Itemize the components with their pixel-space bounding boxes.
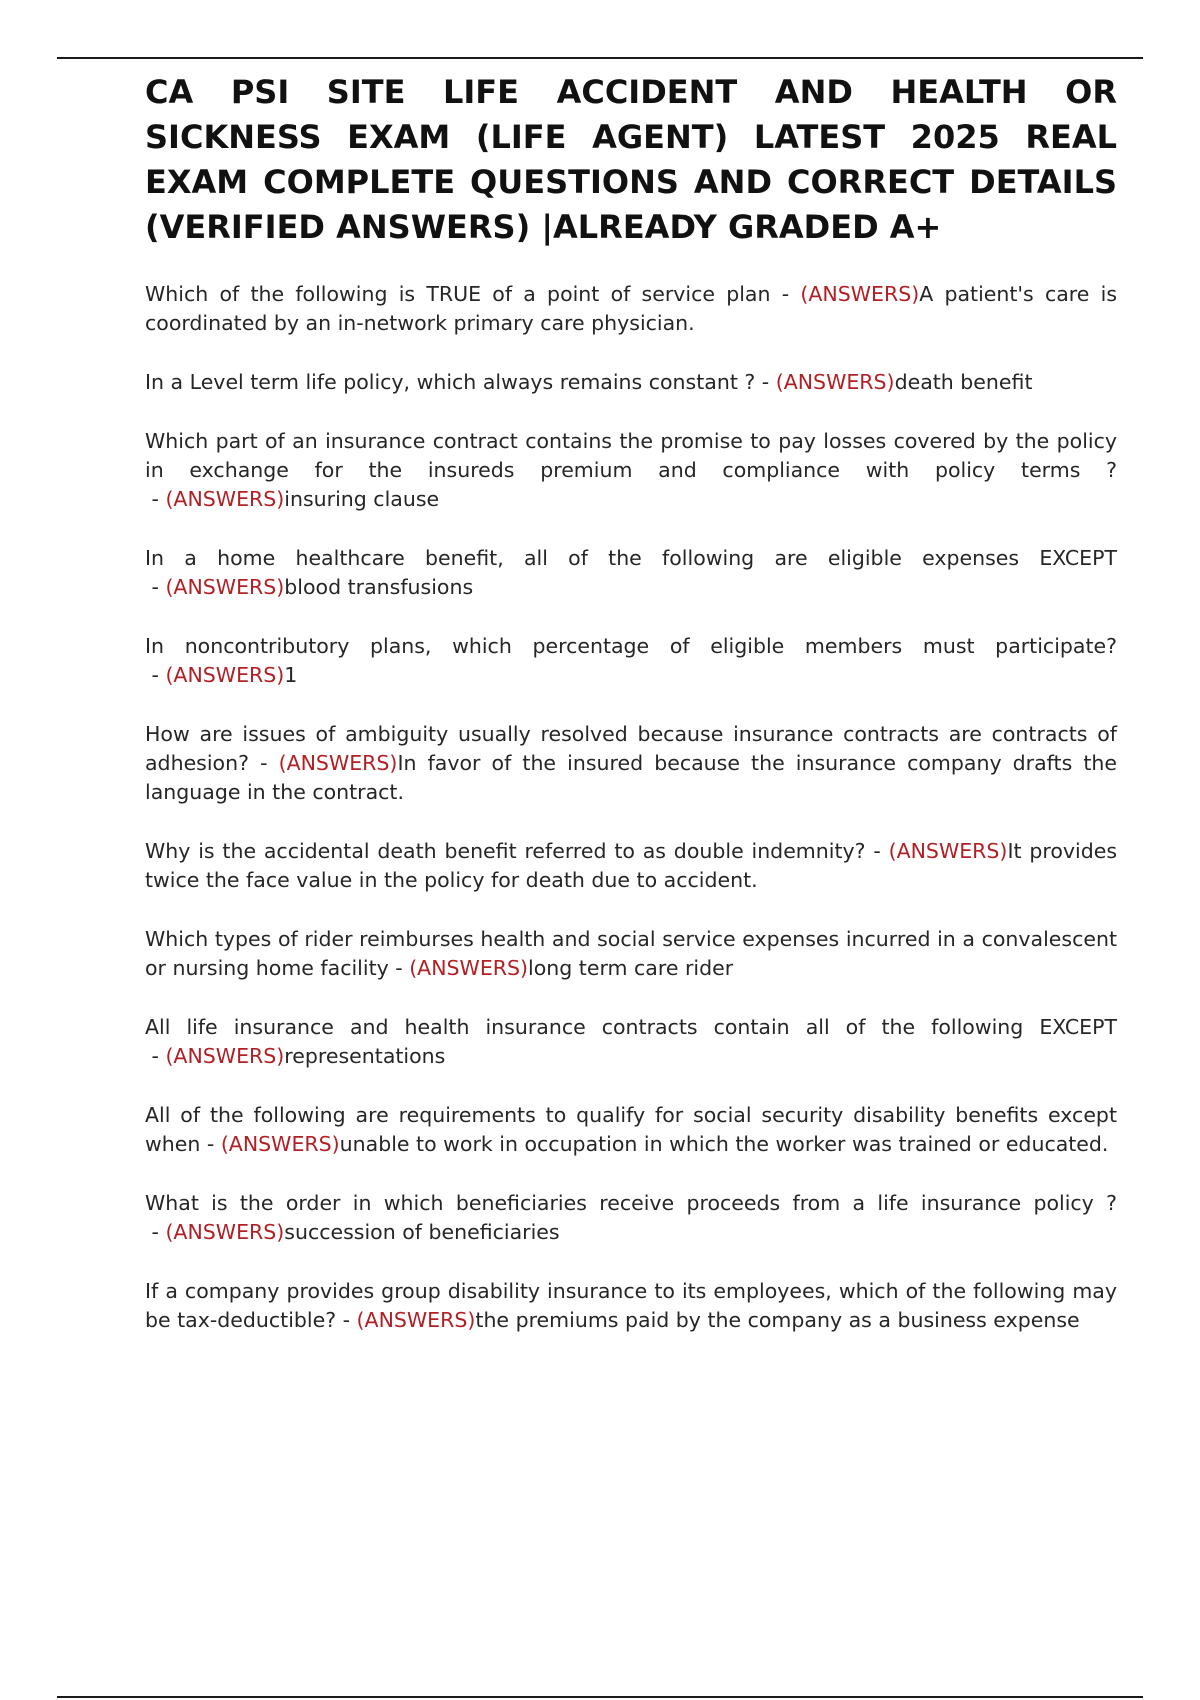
separator: - [388, 956, 410, 980]
qa-item [145, 544, 1117, 602]
qa-item [145, 368, 1117, 397]
separator: - [755, 370, 776, 394]
answer-label: (ANSWERS) [409, 956, 529, 980]
answer-label: (ANSWERS) [165, 1044, 285, 1068]
qa-item [145, 632, 1117, 690]
qa-item [145, 1277, 1117, 1335]
separator: - [865, 839, 889, 863]
question-text: In a Level term life policy, which always remains constant ? [145, 370, 756, 394]
question-text: What is the order in which beneficiaries receive proceeds from a life insurance policy ? [145, 1191, 1117, 1215]
answer-text: blood transfusions [284, 575, 474, 599]
answer-text: the premiums paid by the company as a business expense [475, 1308, 1080, 1332]
answer-text: death benefit [894, 370, 1033, 394]
answer-text: succession of beneficiaries [284, 1220, 560, 1244]
question-text: How are issues of ambiguity usually resolved because insurance contracts are contracts of adhesion? [145, 722, 1117, 775]
answer-text: 1 [284, 663, 298, 687]
separator: - [770, 282, 801, 306]
qa-item [145, 1189, 1117, 1247]
separator: - [145, 663, 166, 687]
separator: - [145, 487, 166, 511]
question-text: In noncontributory plans, which percentage of eligible members must participate? [145, 634, 1117, 658]
answer-label: (ANSWERS) [165, 1220, 285, 1244]
question-text: Why is the accidental death benefit referred to as double indemnity? [145, 839, 866, 863]
separator: - [200, 1132, 221, 1156]
answer-text: In favor of the insured because the insurance company drafts the language in the contract. [145, 751, 1117, 804]
qa-item [145, 280, 1117, 338]
qa-item [145, 1013, 1117, 1071]
separator: - [145, 1220, 166, 1244]
answer-text: long term care rider [528, 956, 734, 980]
question-text: All life insurance and health insurance contracts contain all of the following EXCEPT [145, 1015, 1117, 1039]
document-body [145, 70, 1117, 1365]
bottom-rule [57, 1696, 1143, 1698]
separator: - [336, 1308, 357, 1332]
question-text: All of the following are requirements to qualify for social security disability benefits except when [145, 1103, 1117, 1156]
answer-label: (ANSWERS) [165, 663, 285, 687]
separator: - [248, 751, 279, 775]
answer-text: insuring clause [284, 487, 440, 511]
question-text: In a home healthcare benefit, all of the following are eligible expenses EXCEPT [145, 546, 1117, 570]
question-text: Which part of an insurance contract contains the promise to pay losses covered by the policy in exchange for the insureds premium and compliance with policy terms ? [145, 429, 1117, 482]
question-text: If a company provides group disability insurance to its employees, which of the following may be tax-deductible? [145, 1279, 1117, 1332]
answer-label: (ANSWERS) [165, 487, 285, 511]
separator: - [145, 1044, 166, 1068]
qa-item [145, 1101, 1117, 1159]
answer-label: (ANSWERS) [888, 839, 1008, 863]
answer-label: (ANSWERS) [165, 575, 285, 599]
qa-item [145, 925, 1117, 983]
answer-text: representations [284, 1044, 446, 1068]
question-text: Which of the following is TRUE of a point of service plan [145, 282, 771, 306]
answer-label: (ANSWERS) [775, 370, 895, 394]
qa-item [145, 427, 1117, 514]
question-text: Which types of rider reimburses health and social service expenses incurred in a convalescent or nursing home facility [145, 927, 1117, 980]
answer-label: (ANSWERS) [356, 1308, 476, 1332]
qa-item [145, 837, 1117, 895]
answer-label: (ANSWERS) [800, 282, 920, 306]
answer-label: (ANSWERS) [220, 1132, 340, 1156]
answer-text: unable to work in occupation in which the worker was trained or educated. [339, 1132, 1109, 1156]
top-rule [57, 57, 1143, 59]
answer-label: (ANSWERS) [278, 751, 398, 775]
answer-text: It provides twice the face value in the policy for death due to accident. [145, 839, 1118, 892]
qa-item [145, 720, 1117, 807]
document-title: CA PSI SITE LIFE ACCIDENT AND HEALTH OR SICKNESS EXAM (LIFE AGENT) LATEST 2025 REAL EXAM COMPLETE QUESTIONS AND CORRECT DETAILS (VERIFIED ANSWERS) |ALREADY GRADED A+ [145, 73, 1117, 246]
separator: - [145, 575, 166, 599]
answer-text: A patient's care is coordinated by an in-network primary care physician. [145, 282, 1118, 335]
